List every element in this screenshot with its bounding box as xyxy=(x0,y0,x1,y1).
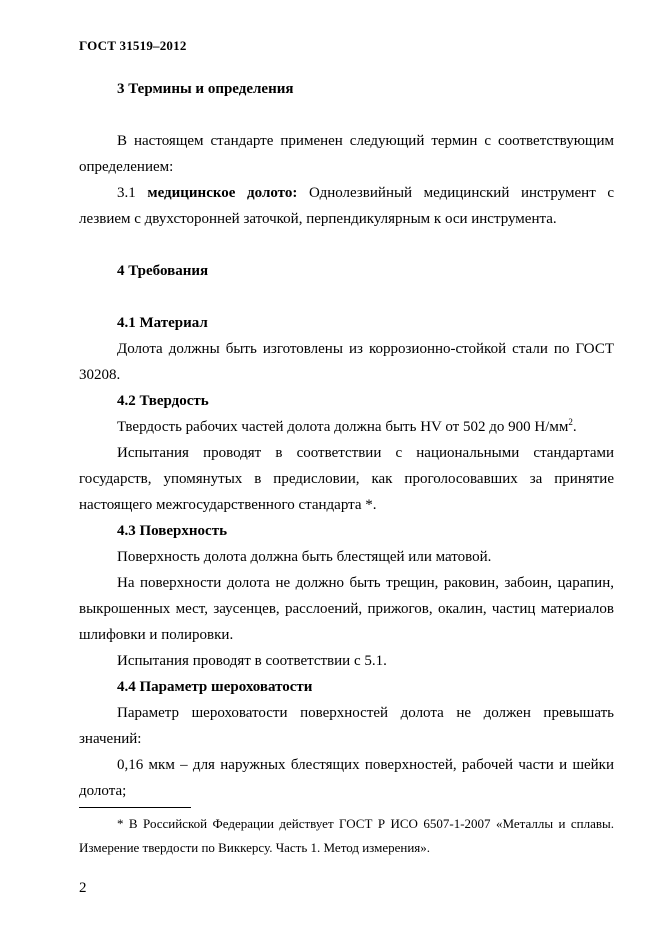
term-name: медицинское долото: xyxy=(147,185,298,201)
section-4-4-text-1: Параметр шероховатости поверхностей долота не должен превышать значений: xyxy=(79,705,614,747)
section-4-4-title: 4.4 Параметр шероховатости xyxy=(117,679,313,695)
hardness-text-end: . xyxy=(572,419,577,435)
section-3-intro: В настоящем стандарте применен следующий термин с соответствующим определением: xyxy=(79,133,614,175)
hardness-text: Твердость рабочих частей долота должна быть HV от 502 до 900 Н/мм xyxy=(117,419,569,435)
section-4-3-text-1: Поверхность долота должна быть блестящей или матовой. xyxy=(117,549,492,565)
page-number: 2 xyxy=(79,880,87,896)
section-3-title: 3 Термины и определения xyxy=(117,81,294,97)
section-4-3-title: 4.3 Поверхность xyxy=(117,523,227,539)
section-4-1-text: Долота должны быть изготовлены из коррозионно-стойкой стали по ГОСТ 30208. xyxy=(79,341,614,383)
term-3-1 xyxy=(79,180,614,232)
term-definition: Однолезвийный медицинский инструмент с лезвием с двухсторонней заточкой, перпендикулярным к оси инструмента. xyxy=(79,185,615,227)
section-4-3-text-2: На поверхности долота не должно быть трещин, раковин, забоин, царапин, выкрошенных мест, заусенцев, расслоений, прижогов, окалин, частиц материалов шлифовки и полировки. xyxy=(79,575,614,643)
section-4-3-tests: Испытания проводят в соответствии с 5.1. xyxy=(117,653,387,669)
hardness-unit-exponent: 2 xyxy=(568,417,573,427)
document-header: ГОСТ 31519–2012 xyxy=(79,38,187,53)
section-4-2-tests: Испытания проводят в соответствии с национальными стандартами государств, упомянутых в предисловии, как проголосовавших за принятие настоящего межгосударственного стандарта *. xyxy=(79,445,614,513)
document-body xyxy=(79,60,614,804)
section-4-2-title: 4.2 Твердость xyxy=(117,393,209,409)
section-4-4-text-2: 0,16 мкм – для наружных блестящих поверхностей, рабочей части и шейки долота; xyxy=(79,757,614,799)
term-number: 3.1 xyxy=(117,185,136,201)
footnote: * В Российской Федерации действует ГОСТ Р ИСО 6507-1-2007 «Металлы и сплавы. Измерение твердости по Виккерсу. Часть 1. Метод измерения». xyxy=(79,816,614,855)
section-4-title: 4 Требования xyxy=(117,263,209,279)
section-4-2-text xyxy=(79,414,614,440)
footnote-divider xyxy=(79,807,191,808)
section-4-1-title: 4.1 Материал xyxy=(117,315,208,331)
